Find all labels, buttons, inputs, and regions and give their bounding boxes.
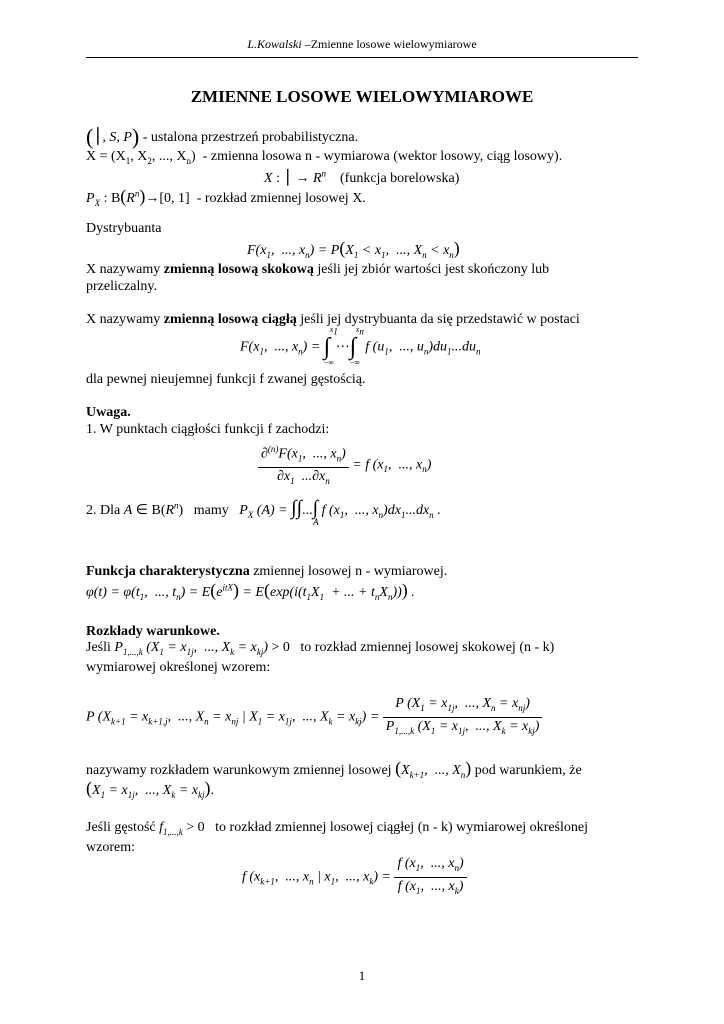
conditional-probability-formula: P ($X_{k+1} = x_{k+1,j}$, ..., $X_n = x_{nj}$ | $X_1 = x_{1j}$, ..., $X_k = x_{kj}$) = $\frac{P (X_1 = x_{1j}, ..., X_n = x_{nj})}{P_{1,...,k} (X_1 = x_{1j}, ..., X_k = x_{kj})}$ — [86, 695, 542, 740]
continuous-post: jeśli jej dystrybuanta da się przedstawić w postaci — [296, 312, 580, 327]
integral-domain-label: A — [313, 517, 319, 527]
conditional-density-line-2: wzorem: — [86, 840, 135, 855]
conditional-density-line: Jeśli gęstość $f_{1,...,k} > 0$ to rozkład zmiennej losowej ciągłej (n - k) wymiarowej określonej — [86, 820, 588, 837]
discrete-post: jeśli jej zbiór wartości jest skończony lub — [313, 262, 550, 277]
continuous-term: zmienną losową ciągłą — [163, 312, 297, 327]
density-derivative-formula: $\frac{\partial^{(n)}F(x_1, ..., x_n)}{\partial x_1 ...\partial x_n}$ = f ($x_1$, ..., $x_n$) — [258, 440, 431, 490]
conditional-line-2: wymiarowej określonej wzorem: — [86, 660, 271, 675]
char-function-post: zmiennej losowej n - wymiarowej. — [249, 564, 448, 579]
conditional-density-formula: f ($x_{k+1}$, ..., $x_n$ | $x_1$, ..., $x_k$) = $\frac{f (x_1, ..., x_n)}{f (x_1, ..., x_k)}$ — [242, 855, 467, 900]
remark-heading: Uwaga. — [86, 405, 131, 420]
header-separator: – — [301, 37, 311, 51]
discrete-term: zmienną losową skokową — [163, 262, 314, 277]
char-function-formula: $\varphi(t) = \varphi(t_1$, ..., $t_n) = E(e^{itX}) = E(\exp(i(t_1X_1$ + ... + $t_nX_n$))) . — [86, 580, 415, 602]
remark-item-1: 1. W punktach ciągłości funkcji f zachodzi: — [86, 422, 330, 437]
running-header — [0, 37, 724, 52]
remark-item-2-pre: 2. Dla — [86, 503, 121, 518]
probability-space-text: - ustalona przestrzeń probabilistyczna. — [142, 130, 359, 145]
page-title: ZMIENNE LOSOWE WIELOWYMIAROWE — [190, 87, 534, 106]
conditional-density-pre: Jeśli gęstość — [86, 820, 156, 835]
conditional-density-post: to rozkład zmiennej losowej ciągłej (n - k) wymiarowej określonej — [215, 820, 588, 835]
continuous-cdf-formula: $F(x_1$, ..., $x_n$) = ∫ $x_1$ −∞ ⋯∫ $x_n$ −∞ f ($u_1$, ..., $u_n)du_1...du_n$ — [240, 325, 481, 367]
continuous-pre: X nazywamy — [86, 312, 164, 327]
probability-space-line: (∣, S, P) - ustalona przestrzeń probabilistyczna. — [86, 124, 359, 149]
borel-function-text: (funkcja borelowska) — [340, 171, 460, 186]
discrete-pre: X nazywamy — [86, 262, 164, 277]
conditional-line-3-post: pod warunkiem, że — [474, 763, 582, 778]
cdf-heading: Dystrybuanta — [86, 221, 162, 236]
random-vector-text: - zmienna losowa n - wymiarowa (wektor losowy, ciąg losowy). — [202, 149, 563, 164]
conditional-line-1: Jeśli $P_{1,...,k}$ ($X_1 = x_{1j}$, ..., $X_k = x_{kj}) > 0$ to rozkład zmiennej losowej skokowej (n - k) — [86, 640, 555, 657]
remark-item-2: 2. Dla A ∈ $B(R^n)$ mamy $P_X$ (A) = ∫∫...∫ f ($x_1$, ..., $x_n)dx_1...dx_n$ . — [86, 497, 441, 520]
header-author: L.Kowalski — [247, 37, 302, 51]
header-rule — [86, 57, 638, 58]
conditional-line-3: nazywamy rozkładem warunkowym zmiennej losowej ($X_{k+1}$, ..., $X_n$) pod warunkiem, że — [86, 758, 582, 780]
borel-function-line: X : ∣ → $R^n$ (funkcja borelowska) — [264, 167, 460, 186]
random-vector-line: $X = (X_1$, $X_2$, ..., $X_n$) - zmienna losowa n - wymiarowa (wektor losowy, ciąg losowy). — [86, 149, 563, 166]
conditional-line-1-pre: Jeśli — [86, 640, 111, 655]
header-topic: Zmienne losowe wielowymiarowe — [310, 37, 477, 51]
discrete-line2: przeliczalny. — [86, 279, 157, 294]
distribution-line: $P_X$ : $B(R^n)\to[0$, 1] - rozkład zmiennej losowej X. — [86, 186, 366, 208]
conditional-condition: ($X_1 = x_{1j}$, ..., $X_k = x_{kj}$). — [86, 778, 214, 800]
cdf-formula: $F(x_1$, ..., $x_n) = P(X_1 < x_1$, ..., $X_n < x_n$) — [247, 238, 460, 260]
remark-item-2-mid: mamy — [193, 503, 229, 518]
conditional-line-1-post: to rozkład zmiennej losowej skokowej (n - k) — [300, 640, 555, 655]
char-function-term: Funkcja charakterystyczna — [86, 564, 250, 579]
discrete-definition — [86, 262, 549, 278]
conditional-heading: Rozkłady warunkowe. — [86, 624, 220, 639]
char-function-line — [86, 564, 447, 580]
distribution-text: - rozkład zmiennej losowej X. — [196, 191, 366, 206]
conditional-line-3-pre: nazywamy rozkładem warunkowym zmiennej losowej — [86, 763, 392, 778]
page-number: 1 — [358, 968, 366, 983]
density-definition: dla pewnej nieujemnej funkcji f zwanej gęstością. — [86, 372, 366, 387]
